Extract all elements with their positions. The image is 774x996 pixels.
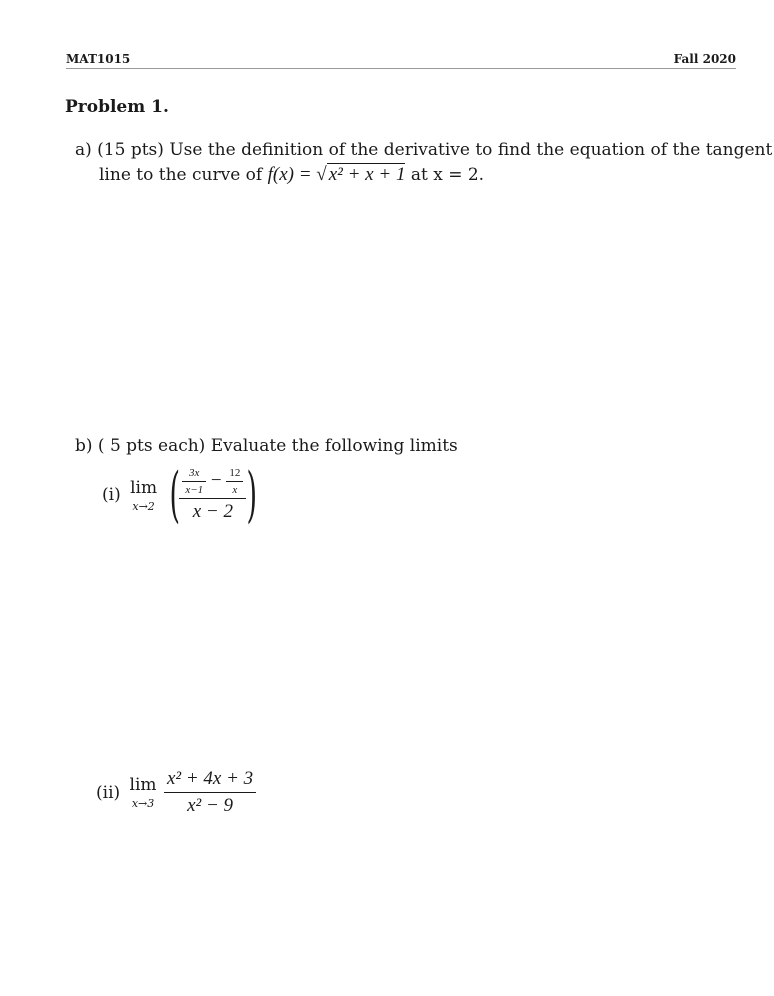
limit-i: (i) lim x→2 ( $\frac{3x}{x-1}$ − $\frac{12}{x}$ x − 2 ) [102,460,257,530]
limit-ii-num: x² + 4x + 3 [164,768,256,793]
inner-den-b: x [232,484,238,496]
limit-i-lim: lim [130,477,158,498]
radicand: x² + x + 1 [328,164,406,185]
limit-ii [96,768,256,817]
part-a-line2: line to the curve of f(x) = √ x² + x + 1 at x = 2. [99,164,485,185]
part-b-intro: b) ( 5 pts each) Evaluate the following limits [75,436,458,456]
header-rule [66,68,736,69]
part-a-line2-prefix: line to the curve of [99,165,268,185]
course-code: MAT1015 [66,52,131,66]
problem-title: Problem 1. [65,97,169,117]
term: Fall 2020 [673,52,736,66]
limit-i-label: (i) [102,485,121,505]
part-a-line1: a) (15 pts) Use the definition of the derivative to find the equation of the tangent [75,140,773,160]
limit-i-den: x − 2 [192,501,233,522]
function-expression: f(x) = [267,164,317,185]
inner-num-a: 3x [182,467,206,482]
page-header [66,52,736,68]
inner-num-b: 12 [226,467,243,482]
limit-ii-den: x² − 9 [187,795,234,816]
inner-den-a: x−1 [185,484,204,496]
inner-minus: − [210,469,222,491]
limit-ii-label: (ii) [96,782,121,803]
part-a-suffix: at x = 2. [405,165,485,185]
limit-ii-sub: x→3 [131,797,155,810]
limit-i-sub: x→2 [132,499,155,513]
limit-ii-lim: lim [129,775,157,795]
